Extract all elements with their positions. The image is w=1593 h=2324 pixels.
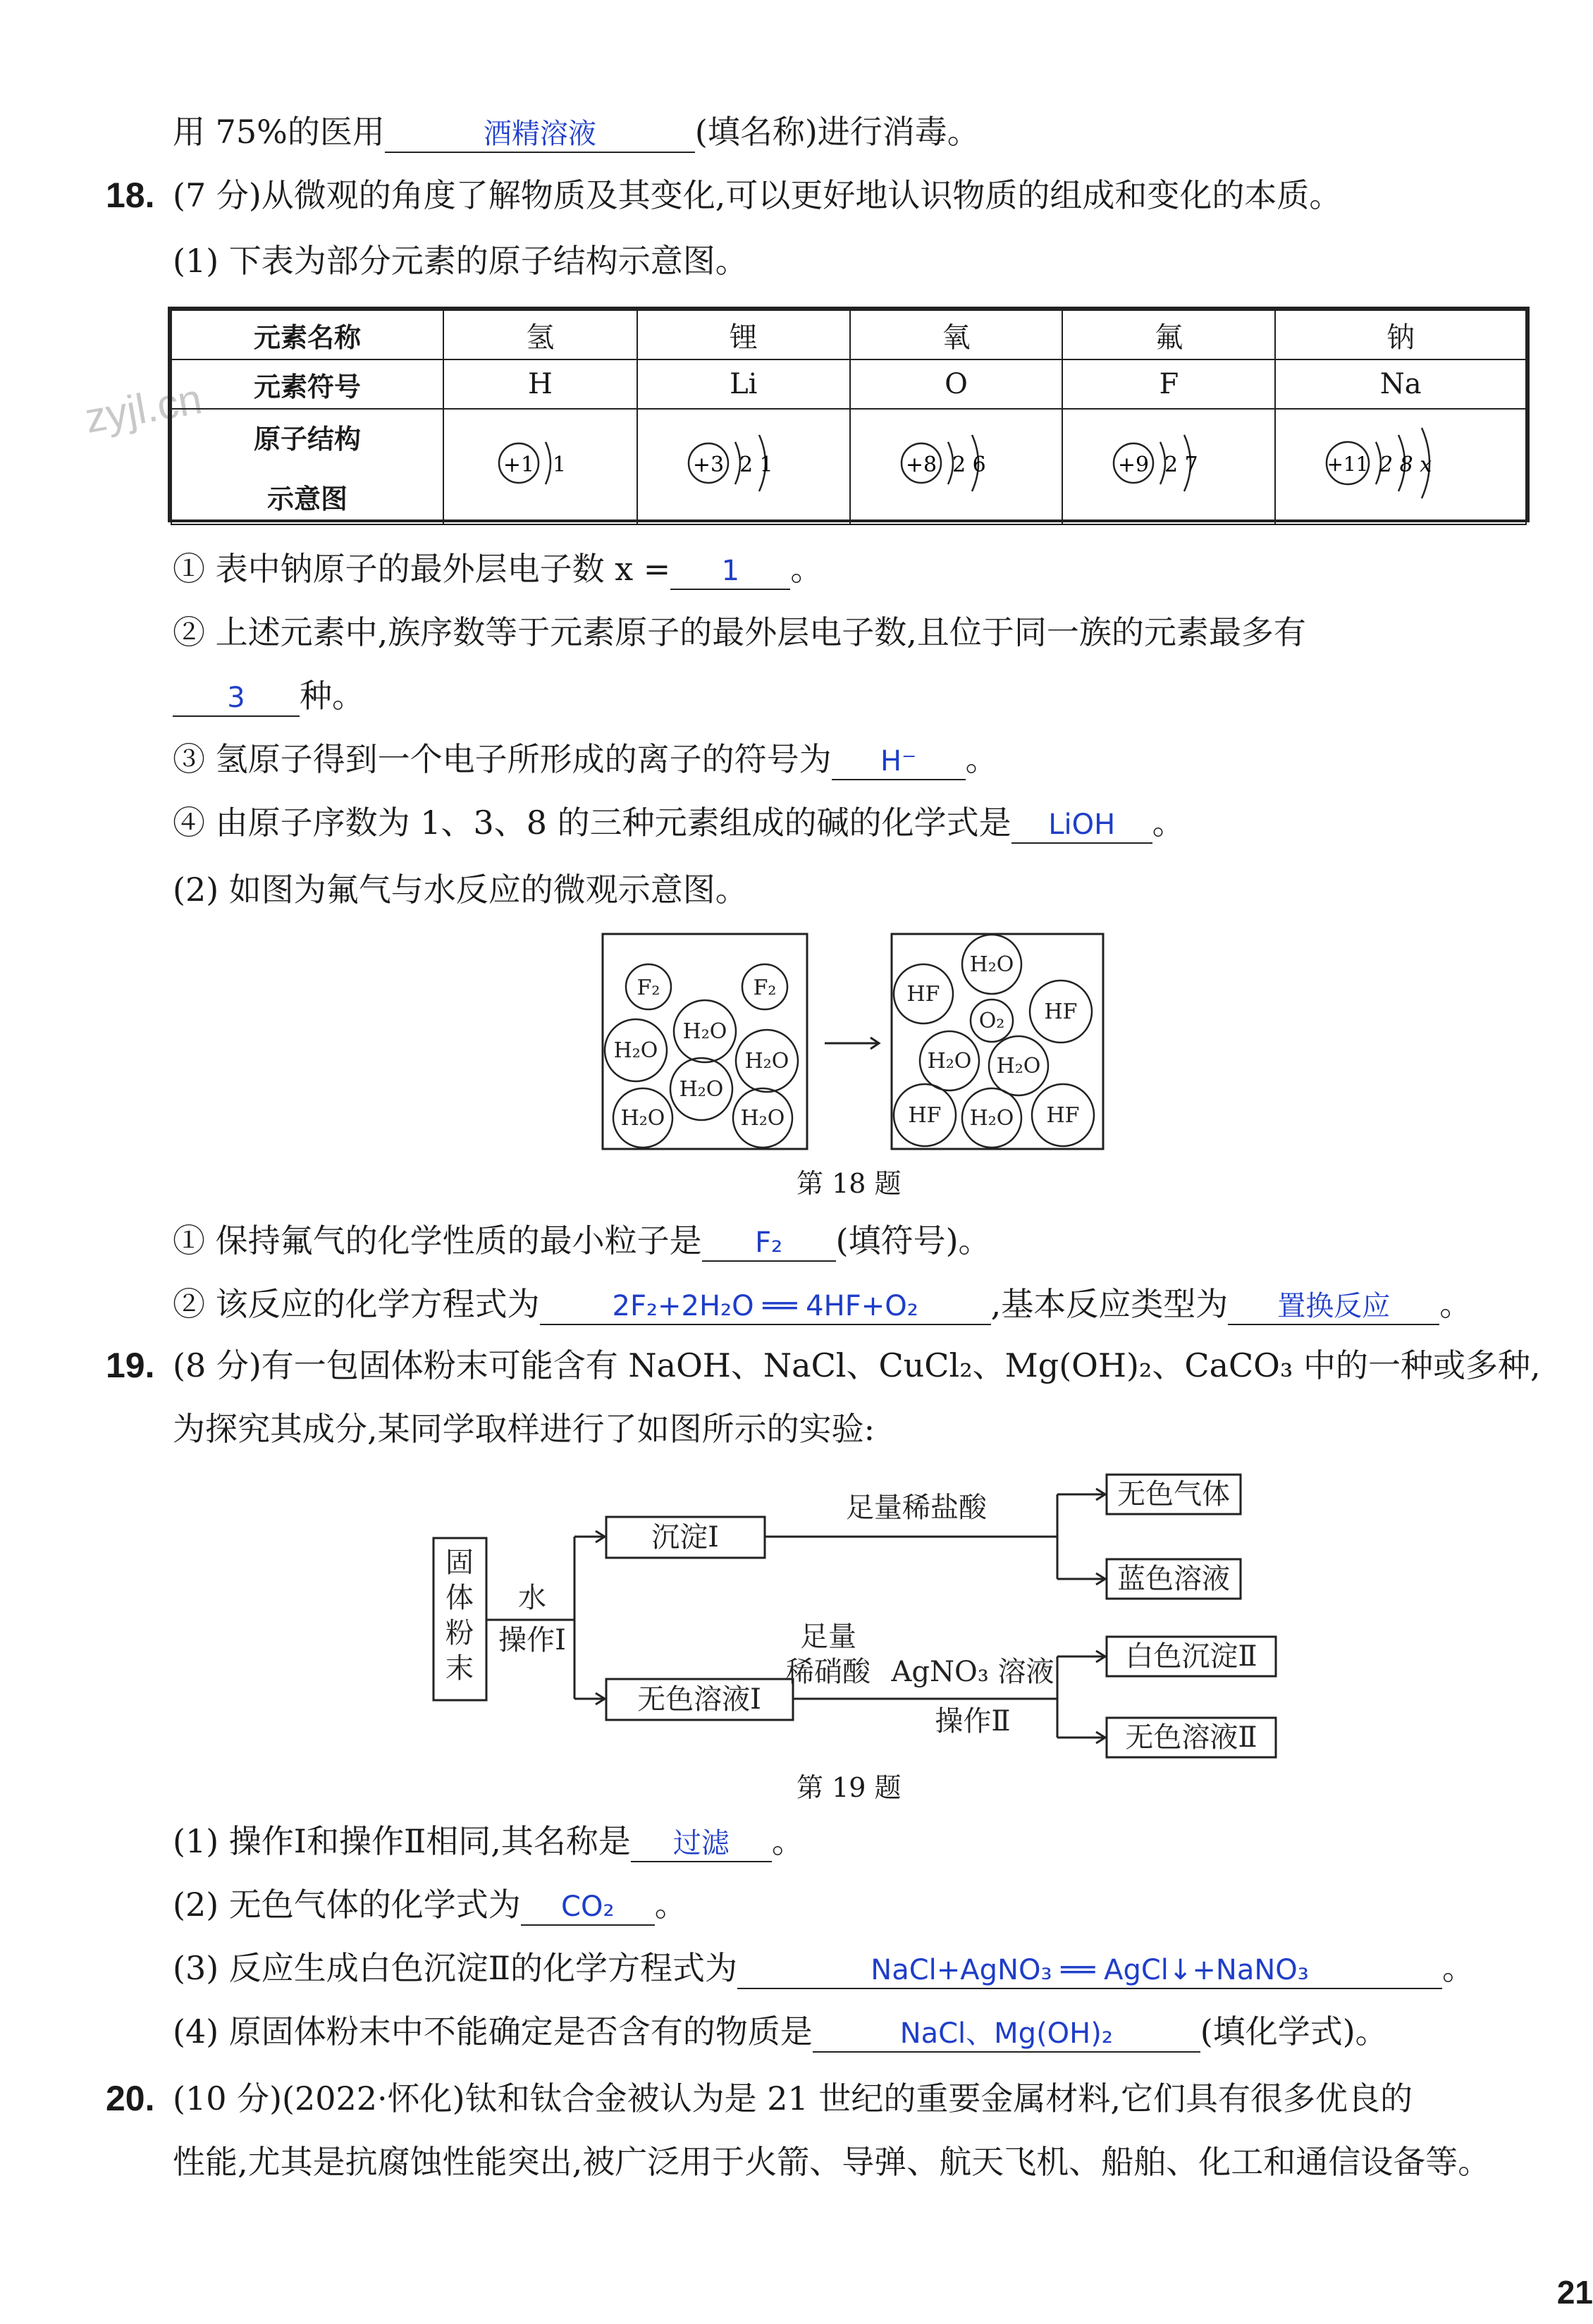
shell-label: 2 7 bbox=[1164, 453, 1199, 477]
cell-name: 氢 bbox=[443, 310, 637, 359]
atom-diagram-icon bbox=[666, 410, 821, 516]
q19-4-suffix: (填化学式)。 bbox=[1200, 2012, 1388, 2051]
answer-blank: LiOH bbox=[1011, 807, 1152, 844]
molecule-label: H₂O bbox=[613, 1038, 658, 1063]
atom-diagram-o bbox=[850, 409, 1063, 524]
q18-1-4 bbox=[173, 800, 1185, 845]
row-header-line1: 原子结构 bbox=[253, 425, 361, 455]
flow-box-precipitate-1: 沉淀Ⅰ bbox=[651, 1521, 719, 1554]
figure-caption-19: 第 19 题 bbox=[796, 1772, 902, 1803]
q18-1-4-suffix: 。 bbox=[1152, 804, 1185, 842]
flow-label-acid-1: 足量稀盐酸 bbox=[846, 1492, 987, 1524]
flow-label-op2: 操作Ⅱ bbox=[935, 1705, 1011, 1738]
flow-box-white-precipitate: 白色沉淀Ⅱ bbox=[1125, 1640, 1257, 1673]
q19-1-text: (1) 操作Ⅰ和操作Ⅱ相同,其名称是 bbox=[173, 1822, 631, 1860]
q18-2-2-text: ② 该反应的化学方程式为 bbox=[173, 1285, 540, 1323]
q19-2 bbox=[173, 1882, 687, 1927]
q19-4-text: (4) 原固体粉末中不能确定是否含有的物质是 bbox=[173, 2012, 813, 2051]
q18-1-2-suffix: 种。 bbox=[300, 677, 364, 715]
atom-diagram-icon bbox=[1091, 410, 1246, 516]
shell-label: 2 8 x bbox=[1379, 453, 1432, 477]
molecule-label: F₂ bbox=[753, 976, 777, 1000]
experiment-flowchart bbox=[423, 1466, 1290, 1762]
nucleus-label: +8 bbox=[905, 453, 937, 477]
molecule-label: HF bbox=[1044, 1000, 1078, 1024]
answer-blank: 1 bbox=[670, 553, 790, 590]
top-line-suffix: (填名称)进行消毒。 bbox=[694, 113, 980, 151]
atomic-structure-table bbox=[168, 307, 1530, 522]
watermark: zyjl.cn bbox=[81, 375, 206, 442]
row-header-symbol: 元素符号 bbox=[171, 359, 443, 409]
answer-blank: 置换反应 bbox=[1228, 1289, 1439, 1325]
q19-3 bbox=[173, 1945, 1475, 1991]
molecule-label: HF bbox=[908, 1103, 942, 1128]
q18-1-1-suffix: 。 bbox=[790, 550, 823, 588]
flow-box-blue-solution: 蓝色溶液 bbox=[1117, 1563, 1230, 1595]
molecule-label: H₂O bbox=[682, 1019, 727, 1044]
molecule-label: H₂O bbox=[740, 1106, 785, 1131]
answer-blank: 2F₂+2H₂O ══ 4HF+O₂ bbox=[540, 1289, 991, 1325]
question-number-18: 18. bbox=[106, 176, 155, 215]
q18-1-3-suffix: 。 bbox=[965, 740, 998, 778]
cell-symbol: Li bbox=[637, 359, 850, 409]
q18-intro: (7 分)从微观的角度了解物质及其变化,可以更好地认识物质的组成和变化的本质。 bbox=[173, 176, 1342, 214]
q19-4 bbox=[173, 2009, 1388, 2054]
atom-diagram-li bbox=[637, 409, 850, 524]
q18-1-1 bbox=[173, 546, 823, 591]
solid-powder-box bbox=[445, 1547, 474, 1685]
q20-line-2: 性能,尤其是抗腐蚀性能突出,被广泛用于火箭、导弹、航天飞机、船舶、化工和通信设备等。 bbox=[173, 2143, 1491, 2181]
svg-text:末: 末 bbox=[445, 1652, 474, 1685]
answer-blank: 过滤 bbox=[631, 1826, 772, 1862]
molecule-label: H₂O bbox=[969, 952, 1014, 977]
q18-2-1 bbox=[173, 1218, 991, 1263]
atom-diagram-h bbox=[443, 409, 637, 524]
molecule-label: H₂O bbox=[744, 1049, 789, 1074]
flow-label-agno3: AgNO₃ 溶液 bbox=[891, 1656, 1054, 1688]
row-header-structure bbox=[171, 409, 443, 524]
q19-intro-2: 为探究其成分,某同学取样进行了如图所示的实验: bbox=[173, 1410, 875, 1448]
q18-1-2: ② 上述元素中,族序数等于元素原子的最外层电子数,且位于同一族的元素最多有 bbox=[173, 613, 1306, 651]
molecule-label: H₂O bbox=[927, 1049, 972, 1074]
row-header-name: 元素名称 bbox=[171, 310, 443, 359]
q19-3-suffix: 。 bbox=[1442, 1949, 1475, 1987]
q18-part2-title: (2) 如图为氟气与水反应的微观示意图。 bbox=[173, 871, 748, 909]
atom-diagram-icon bbox=[879, 410, 1034, 516]
shell-label: 1 bbox=[553, 453, 567, 477]
shell-label: 2 6 bbox=[952, 453, 986, 477]
flow-label-water: 水 bbox=[518, 1582, 546, 1614]
molecule-label: F₂ bbox=[636, 976, 660, 1000]
q18-2-1-text: ① 保持氟气的化学性质的最小粒子是 bbox=[173, 1222, 702, 1260]
q18-1-4-text: ④ 由原子序数为 1、3、8 的三种元素组成的碱的化学式是 bbox=[173, 804, 1011, 842]
answer-blank: 3 bbox=[173, 680, 300, 717]
shell-label: 2 1 bbox=[739, 453, 773, 477]
molecule-label: H₂O bbox=[969, 1106, 1014, 1131]
answer-blank: 酒精溶液 bbox=[385, 116, 695, 153]
q19-3-text: (3) 反应生成白色沉淀Ⅱ的化学方程式为 bbox=[173, 1949, 738, 1987]
question-number-20: 20. bbox=[106, 2079, 155, 2118]
flow-box-gas: 无色气体 bbox=[1117, 1478, 1230, 1511]
nucleus-label: +1 bbox=[503, 453, 535, 477]
molecule-label: H₂O bbox=[996, 1054, 1041, 1078]
answer-blank: F₂ bbox=[702, 1225, 836, 1262]
q18-1-1-text: ① 表中钠原子的最外层电子数 x = bbox=[173, 550, 671, 588]
q19-1-suffix: 。 bbox=[771, 1822, 804, 1860]
atom-diagram-icon bbox=[469, 410, 610, 516]
nucleus-label: +11 bbox=[1327, 453, 1369, 476]
q18-2-2 bbox=[173, 1281, 1472, 1327]
cell-symbol: Na bbox=[1275, 359, 1526, 409]
row-header-line2: 示意图 bbox=[266, 485, 347, 515]
flow-box-solution-2: 无色溶液Ⅱ bbox=[1125, 1721, 1257, 1754]
reaction-diagram bbox=[599, 930, 1114, 1156]
q18-part1-title: (1) 下表为部分元素的原子结构示意图。 bbox=[173, 242, 748, 280]
q19-2-suffix: 。 bbox=[654, 1886, 687, 1924]
q20-line-1: (10 分)(2022·怀化)钛和钛合金被认为是 21 世纪的重要金属材料,它们具有很多优良的 bbox=[173, 2079, 1413, 2117]
atom-diagram-na bbox=[1275, 409, 1526, 524]
atom-diagram-f bbox=[1062, 409, 1275, 524]
cell-name: 氟 bbox=[1062, 310, 1275, 359]
q19-2-text: (2) 无色气体的化学式为 bbox=[173, 1886, 521, 1924]
svg-text:体: 体 bbox=[445, 1582, 474, 1614]
q18-1-3-text: ③ 氢原子得到一个电子所形成的离子的符号为 bbox=[173, 740, 832, 778]
top-line bbox=[173, 109, 980, 154]
svg-text:粉: 粉 bbox=[445, 1617, 474, 1649]
nucleus-label: +9 bbox=[1118, 453, 1150, 477]
top-line-prefix: 用 75%的医用 bbox=[173, 113, 385, 151]
q18-2-2-middle: ,基本反应类型为 bbox=[990, 1285, 1229, 1323]
molecule-label: HF bbox=[1046, 1103, 1080, 1128]
q19-1 bbox=[173, 1819, 804, 1864]
flow-label-acid-2a: 足量 bbox=[800, 1621, 856, 1653]
atom-diagram-icon bbox=[1309, 410, 1492, 516]
answer-blank: NaCl+AgNO₃ ══ AgCl↓+NaNO₃ bbox=[737, 1953, 1442, 1989]
answer-blank: H⁻ bbox=[832, 744, 966, 780]
question-number-19: 19. bbox=[106, 1346, 155, 1385]
answer-blank: CO₂ bbox=[521, 1889, 655, 1926]
q18-1-2-cont bbox=[173, 673, 364, 718]
molecule-label: H₂O bbox=[679, 1077, 724, 1102]
cell-name: 氧 bbox=[850, 310, 1063, 359]
figure-caption-18: 第 18 题 bbox=[796, 1168, 902, 1199]
q18-2-2-suffix: 。 bbox=[1439, 1285, 1472, 1323]
page-number: 21 bbox=[1556, 2274, 1593, 2311]
q18-1-3 bbox=[173, 737, 998, 782]
cell-name: 钠 bbox=[1275, 310, 1526, 359]
q19-intro-1: (8 分)有一包固体粉末可能含有 NaOH、NaCl、CuCl₂、Mg(OH)₂、CaCO₃ 中的一种或多种, bbox=[173, 1346, 1541, 1384]
cell-symbol: O bbox=[850, 359, 1063, 409]
molecule-label: H₂O bbox=[620, 1106, 665, 1131]
molecule-label: O₂ bbox=[978, 1009, 1005, 1033]
cell-name: 锂 bbox=[637, 310, 850, 359]
cell-symbol: F bbox=[1062, 359, 1275, 409]
flow-label-op1: 操作Ⅰ bbox=[498, 1624, 566, 1656]
answer-blank: NaCl、Mg(OH)₂ bbox=[813, 2016, 1200, 2053]
flow-box-solution-1: 无色溶液Ⅰ bbox=[637, 1683, 761, 1716]
svg-text:固: 固 bbox=[445, 1547, 474, 1579]
cell-symbol: H bbox=[443, 359, 637, 409]
molecule-label: HF bbox=[906, 982, 940, 1007]
nucleus-label: +3 bbox=[692, 453, 724, 477]
q18-2-1-suffix: (填符号)。 bbox=[835, 1222, 991, 1260]
flow-label-acid-2b: 稀硝酸 bbox=[786, 1656, 871, 1688]
